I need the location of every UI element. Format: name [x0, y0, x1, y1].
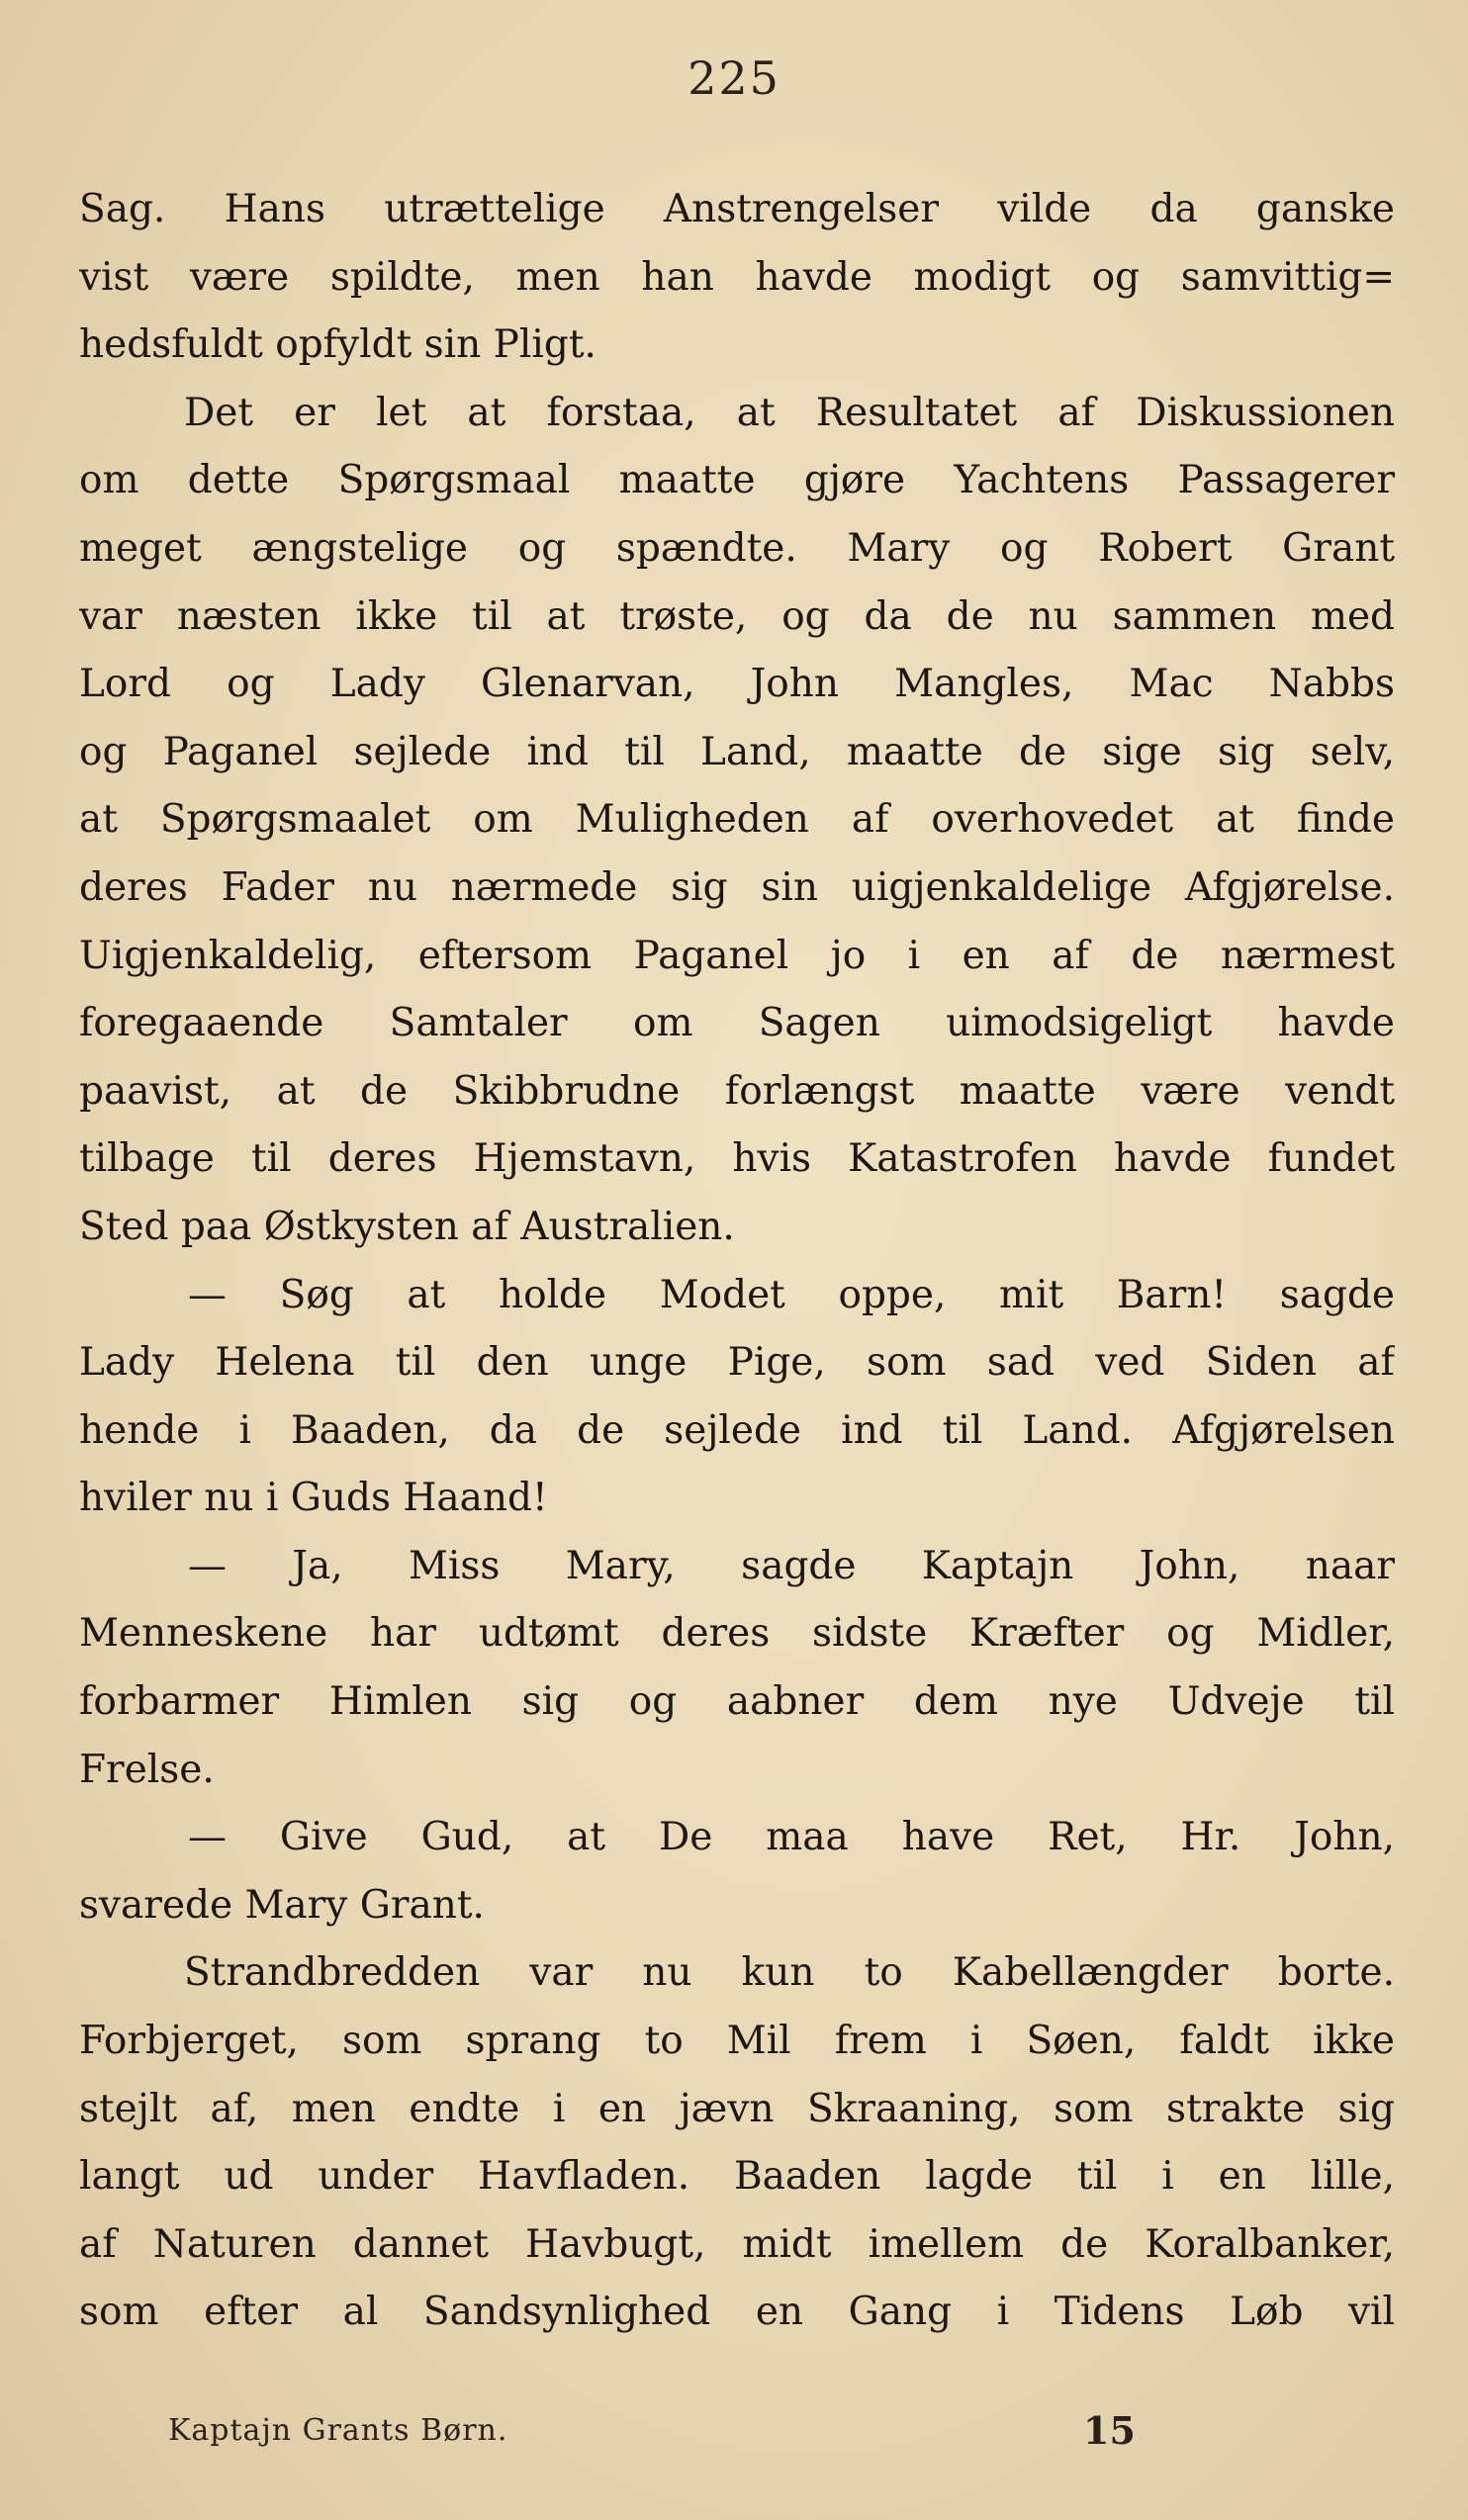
- page-footer: [0, 2401, 1468, 2461]
- text-line: Frelse.: [79, 1747, 215, 1792]
- text-line: hende i Baaden, da de sejlede ind til Land. Afgjørelsen: [79, 1407, 1395, 1453]
- text-line: hedsfuldt opfyldt sin Pligt.: [79, 322, 596, 368]
- text-line: af Naturen dannet Havbugt, midt imellem de Koralbanker,: [79, 2221, 1395, 2267]
- footer-book-title: Kaptajn Grants Børn.: [168, 2413, 508, 2448]
- footer-signature-mark: 15: [1083, 2408, 1136, 2453]
- text-line: langt ud under Havfladen. Baaden lagde til i en lille,: [79, 2154, 1395, 2200]
- body-text: [79, 176, 1395, 2347]
- text-line: Strandbredden var nu kun to Kabellængder borte.: [184, 1950, 1395, 1996]
- text-line: hviler nu i Guds Haand!: [79, 1476, 548, 1521]
- page-number: 225: [688, 51, 780, 105]
- text-line: meget ængstelige og spændte. Mary og Robert Grant: [79, 525, 1395, 571]
- text-line: at Spørgsmaalet om Muligheden af overhovedet at finde: [79, 797, 1395, 843]
- text-line: om dette Spørgsmaal maatte gjøre Yachtens Passagerer: [79, 458, 1395, 503]
- text-line: Uigjenkaldelig, eftersom Paganel jo i en af de nærmest: [79, 933, 1395, 978]
- text-line: forbarmer Himlen sig og aabner dem nye Udveje til: [79, 1679, 1395, 1725]
- text-line: Forbjerget, som sprang to Mil frem i Søen, faldt ikke: [79, 2019, 1395, 2064]
- text-line: som efter al Sandsynlighed en Gang i Tidens Løb vil: [79, 2290, 1395, 2335]
- text-line: Det er let at forstaa, at Resultatet af Diskussionen: [184, 390, 1395, 435]
- text-line: — Give Gud, at De maa have Ret, Hr. John,: [188, 1815, 1395, 1860]
- text-line: Sag. Hans utrættelige Anstrengelser vilde da ganske: [79, 187, 1395, 231]
- text-line: paavist, at de Skibbrudne forlængst maatte være vendt: [79, 1068, 1395, 1114]
- text-line: var næsten ikke til at trøste, og da de nu sammen med: [79, 593, 1395, 639]
- text-line: vist være spildte, men han havde modigt og samvittig=: [79, 254, 1395, 300]
- text-line: — Søg at holde Modet oppe, mit Barn! sagde: [188, 1272, 1395, 1317]
- text-line: Lady Helena til den unge Pige, som sad ved Siden af: [79, 1340, 1395, 1386]
- text-line: — Ja, Miss Mary, sagde Kaptajn John, naar: [188, 1543, 1395, 1588]
- text-line: stejlt af, men endte i en jævn Skraaning, som strakte sig: [79, 2086, 1395, 2131]
- text-line: Sted paa Østkysten af Australien.: [79, 1204, 735, 1249]
- text-line: svarede Mary Grant.: [79, 1882, 485, 1928]
- text-line: Lord og Lady Glenarvan, John Mangles, Mac Nabbs: [79, 662, 1395, 707]
- text-line: tilbage til deres Hjemstavn, hvis Katastrofen havde fundet: [79, 1136, 1395, 1182]
- text-line: Menneskene har udtømt deres sidste Kræfter og Midler,: [79, 1611, 1395, 1657]
- text-line: deres Fader nu nærmede sig sin uigjenkaldelige Afgjørelse.: [79, 864, 1395, 910]
- text-line: foregaaende Samtaler om Sagen uimodsigeligt havde: [79, 1001, 1395, 1046]
- text-line: og Paganel sejlede ind til Land, maatte de sige sig selv,: [79, 729, 1395, 774]
